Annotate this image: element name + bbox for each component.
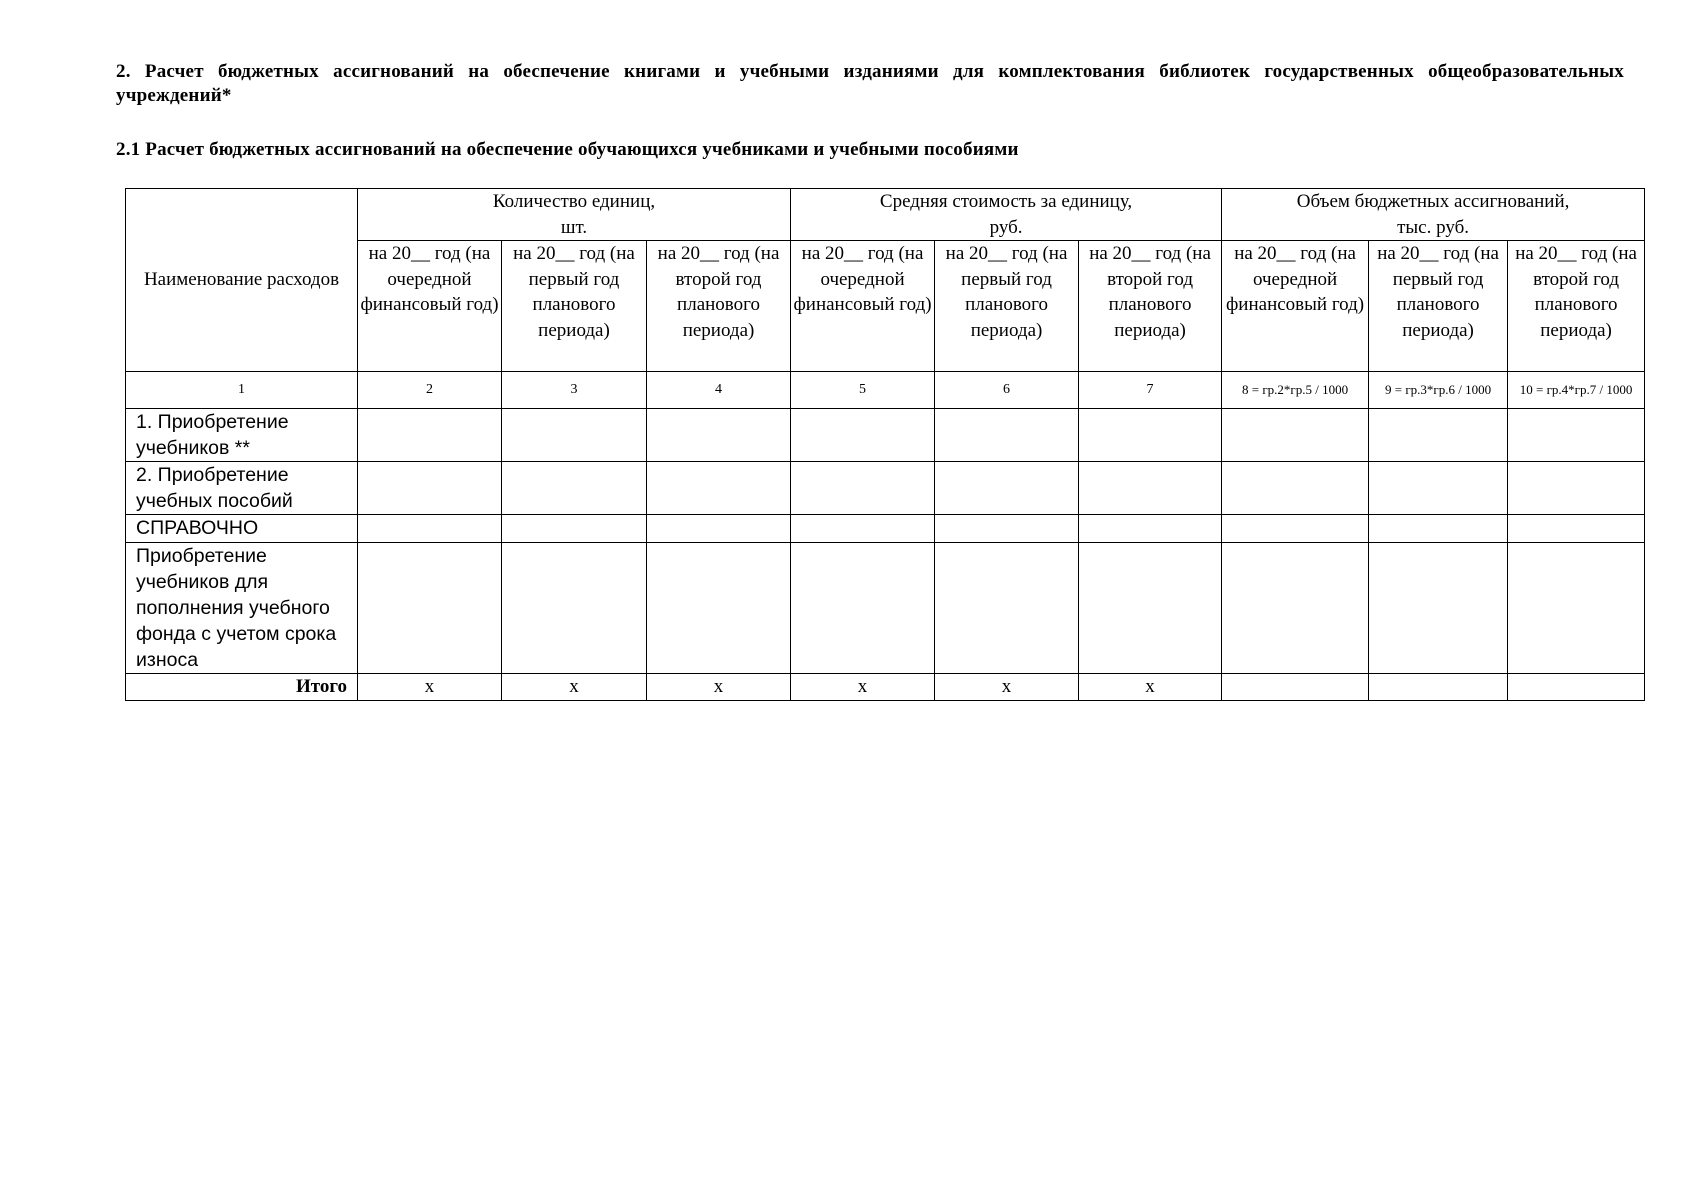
table-cell[interactable] (1079, 543, 1222, 674)
table-cell[interactable] (502, 409, 647, 462)
header-group-quantity-line2: шт. (560, 216, 588, 238)
subheader-year: на 20__ год (на второй год планового периода) (1079, 241, 1222, 372)
header-group-avg-cost-line1: Средняя стоимость за единицу, (879, 191, 1133, 212)
subheader-year: на 20__ год (на очередной финансовый год) (1222, 241, 1369, 372)
table-row (126, 543, 1645, 674)
column-number: 5 (791, 372, 935, 409)
header-group-quantity-line1: Количество единиц, (492, 191, 656, 212)
table-cell[interactable] (502, 543, 647, 674)
table-cell[interactable] (935, 543, 1079, 674)
column-number: 6 (935, 372, 1079, 409)
table-cell[interactable] (1508, 462, 1645, 515)
table-cell[interactable] (1222, 462, 1369, 515)
table-cell[interactable] (935, 515, 1079, 543)
subheader-year: на 20__ год (на первый год планового периода) (502, 241, 647, 372)
not-applicable-mark: х (791, 674, 935, 701)
row-label: 2. Приобретение учебных пособий (126, 462, 358, 515)
table-cell[interactable] (358, 409, 502, 462)
column-number-formula: 10 = гр.4*гр.7 / 1000 (1508, 372, 1645, 409)
not-applicable-mark: х (358, 674, 502, 701)
table-cell[interactable] (791, 462, 935, 515)
column-number: 4 (647, 372, 791, 409)
subheader-year: на 20__ год (на второй год планового периода) (1508, 241, 1645, 372)
table-cell[interactable] (1508, 409, 1645, 462)
table-cell[interactable] (1369, 674, 1508, 701)
table-cell[interactable] (502, 462, 647, 515)
header-group-avg-cost-line2: руб. (989, 216, 1023, 238)
table-cell[interactable] (358, 543, 502, 674)
table-cell[interactable] (1222, 674, 1369, 701)
table-cell[interactable] (935, 409, 1079, 462)
subheader-year: на 20__ год (на второй год планового периода) (647, 241, 791, 372)
total-label: Итого (126, 674, 358, 701)
budget-table (125, 188, 1645, 701)
column-number: 3 (502, 372, 647, 409)
table-cell[interactable] (791, 543, 935, 674)
column-number-formula: 8 = гр.2*гр.5 / 1000 (1222, 372, 1369, 409)
column-number: 7 (1079, 372, 1222, 409)
table-cell[interactable] (1079, 462, 1222, 515)
subsection-heading: 2.1 Расчет бюджетных ассигнований на обеспечение обучающихся учебниками и учебными пособиями (116, 139, 1019, 160)
table-cell[interactable] (358, 515, 502, 543)
not-applicable-mark: х (647, 674, 791, 701)
table-cell[interactable] (647, 462, 791, 515)
table-cell[interactable] (1508, 543, 1645, 674)
header-group-budget-volume-line2: тыс. руб. (1397, 216, 1470, 238)
not-applicable-mark: х (935, 674, 1079, 701)
header-group-quantity (358, 189, 791, 241)
subheader-year: на 20__ год (на первый год планового периода) (1369, 241, 1508, 372)
table-row (126, 515, 1645, 543)
table-cell[interactable] (1369, 515, 1508, 543)
not-applicable-mark: х (1079, 674, 1222, 701)
row-label: СПРАВОЧНО (126, 515, 358, 543)
table-cell[interactable] (1508, 515, 1645, 543)
section-heading: 2. Расчет бюджетных ассигнований на обеспечение книгами и учебными изданиями для комплектования библиотек государственных общеобразовательных учреждений* (116, 61, 1624, 106)
table-cell[interactable] (1369, 543, 1508, 674)
table-cell[interactable] (647, 515, 791, 543)
header-group-budget-volume (1222, 189, 1645, 241)
table-row (126, 409, 1645, 462)
header-group-budget-volume-line1: Объем бюджетных ассигнований, (1296, 191, 1570, 212)
table-cell[interactable] (935, 462, 1079, 515)
table-row (126, 462, 1645, 515)
table-cell[interactable] (1508, 674, 1645, 701)
header-expense-name: Наименование расходов (126, 189, 358, 372)
table-cell[interactable] (1222, 409, 1369, 462)
table-cell[interactable] (1222, 515, 1369, 543)
table-cell[interactable] (1079, 409, 1222, 462)
subheader-year: на 20__ год (на первый год планового периода) (935, 241, 1079, 372)
table-cell[interactable] (1369, 462, 1508, 515)
total-row (126, 674, 1645, 701)
table-cell[interactable] (647, 409, 791, 462)
subheader-year: на 20__ год (на очередной финансовый год) (791, 241, 935, 372)
header-group-avg-cost (791, 189, 1222, 241)
column-number: 2 (358, 372, 502, 409)
row-label: Приобретение учебников для пополнения учебного фонда с учетом срока износа (126, 543, 358, 674)
table-cell[interactable] (358, 462, 502, 515)
table-cell[interactable] (1369, 409, 1508, 462)
table-cell[interactable] (647, 543, 791, 674)
table-cell[interactable] (791, 515, 935, 543)
table-cell[interactable] (1222, 543, 1369, 674)
column-number-formula: 9 = гр.3*гр.6 / 1000 (1369, 372, 1508, 409)
table-cell[interactable] (502, 515, 647, 543)
table-cell[interactable] (1079, 515, 1222, 543)
column-number: 1 (126, 372, 358, 409)
table-cell[interactable] (791, 409, 935, 462)
subheader-year: на 20__ год (на очередной финансовый год) (358, 241, 502, 372)
not-applicable-mark: х (502, 674, 647, 701)
row-label: 1. Приобретение учебников ** (126, 409, 358, 462)
